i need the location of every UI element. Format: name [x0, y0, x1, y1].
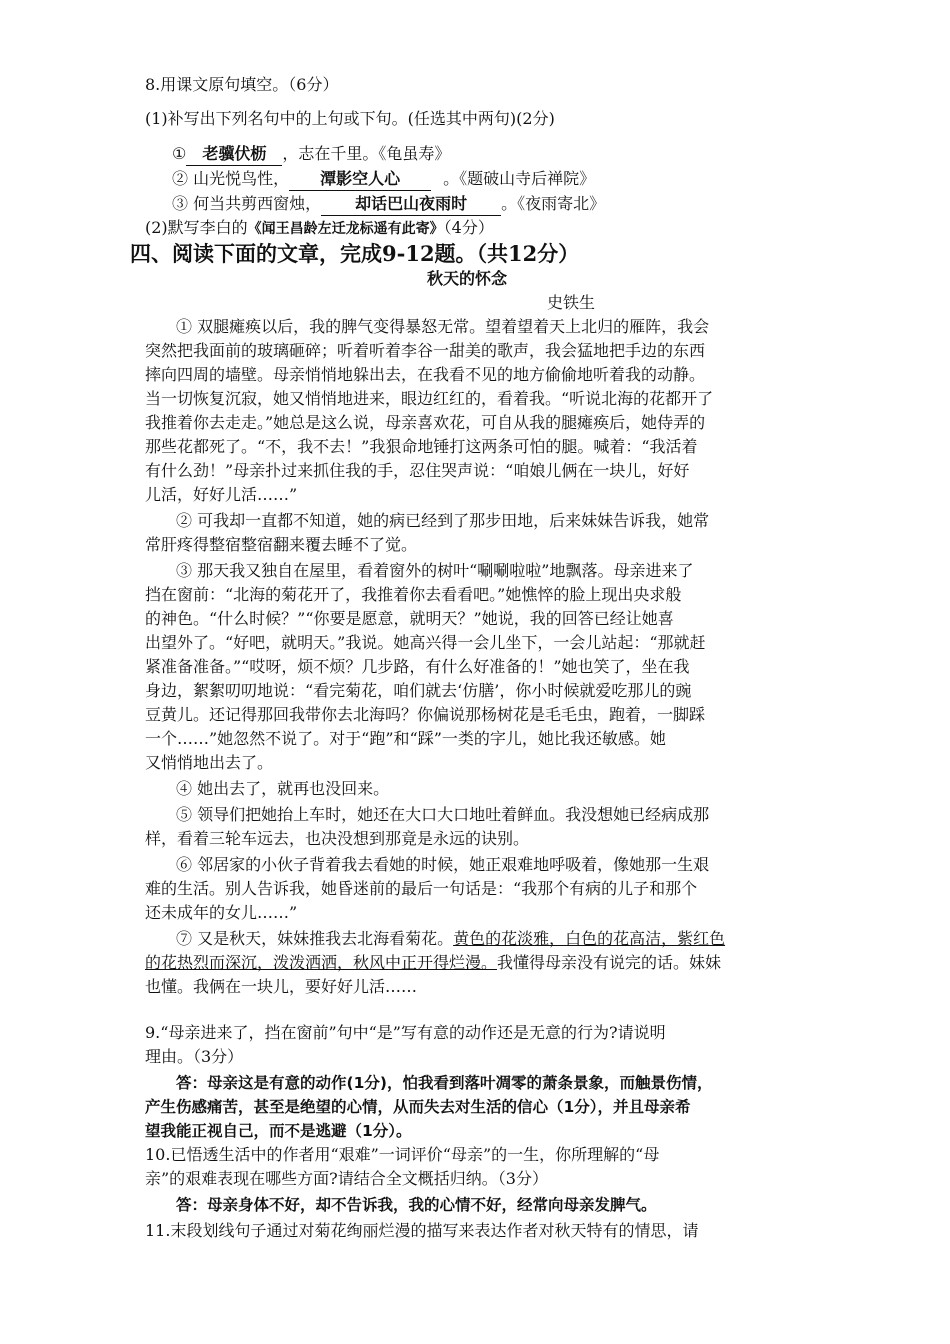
passage-line: ④ 她出去了，就再也没回来。 [176, 779, 390, 798]
q8-sub1: (1)补写出下列名句中的上句或下句。(任选其中两句)(2分) [145, 109, 555, 128]
article-author: 史铁生 [547, 293, 596, 312]
q8-item2-pre: ② 山光悦鸟性， [172, 169, 290, 188]
passage-line: 样，看着三轮车远去，也决没想到那竟是永远的诀别。 [145, 829, 530, 848]
q8-sub2-title: 《闻王昌龄左迁龙标遥有此寄》 [247, 221, 444, 237]
passage-line: ① 双腿瘫痪以后，我的脾气变得暴怒无常。望着望着天上北归的雁阵，我会 [176, 317, 710, 336]
passage-line: 身边，絮絮叨叨地说：“看完菊花，咱们就去‘仿膳’，你小时候就爱吃那儿的豌 [145, 681, 692, 700]
q8-item3-answer: 却话巴山夜雨时 [321, 193, 501, 216]
q10-answer: 答：母亲身体不好，却不告诉我，我的心情不好，经常向母亲发脾气。 [176, 1196, 657, 1214]
passage-line: 当一切恢复沉寂，她又悄悄地进来，眼边红红的，看着我。“听说北海的花都开了 [145, 389, 714, 408]
q8-item1 [172, 143, 450, 166]
passage-line: 有什么劲！”母亲扑过来抓住我的手，忍住哭声说：“咱娘儿俩在一块儿，好好 [145, 461, 690, 480]
passage-line: ⑤ 领导们把她抬上车时，她还在大口大口地吐着鲜血。我没想她已经病成那 [176, 805, 710, 824]
passage-line: 出望外了。“好吧，就明天。”我说。她高兴得一会儿坐下，一会儿站起：“那就赶 [145, 633, 706, 652]
q10-question: 10.已悟透生活中的作者用“艰难”一词评价“母亲”的一生，你所理解的“母 [145, 1145, 660, 1164]
passage-line [176, 928, 725, 950]
q9-question: 理由。（3分） [145, 1047, 244, 1066]
q11-question: 11.末段划线句子通过对菊花绚丽烂漫的描写来表达作者对秋天特有的情思，请 [145, 1221, 699, 1240]
q9-question: 9.“母亲进来了，挡在窗前”句中“是”写有意的动作还是无意的行为?请说明 [145, 1023, 666, 1042]
q8-item1-rest: ，志在千里。《龟虽寿》 [282, 144, 451, 163]
q8-item2-rest: 。《题破山寺后禅院》 [443, 169, 596, 188]
section4-heading: 四、阅读下面的文章，完成9-12题。（共12分） [130, 241, 580, 266]
passage-line: 豆黄儿。还记得那回我带你去北海吗？你偏说那杨树花是毛毛虫，跑着，一脚踩 [145, 705, 706, 724]
passage-line: ③ 那天我又独自在屋里，看着窗外的树叶“唰唰啦啦”地飘落。母亲进来了 [176, 561, 694, 580]
passage-line: 又悄悄地出去了。 [145, 753, 274, 772]
q8-item3-rest: 。《夜雨寄北》 [501, 194, 606, 213]
passage-line: 那些花都死了。“不，我不去！”我狠命地锤打这两条可怕的腿。喊着：“我活着 [145, 437, 698, 456]
passage-line: 我推着你去走走。”她总是这么说，母亲喜欢花，可自从我的腿瘫痪后，她侍弄的 [145, 413, 706, 432]
passage-line: 突然把我面前的玻璃砸碎；听着听着李谷一甜美的歌声，我会猛地把手边的东西 [145, 341, 706, 360]
passage-line: 常肝疼得整宿整宿翻来覆去睡不了觉。 [145, 535, 418, 554]
passage-line: 紧准备准备。”“哎呀，烦不烦？几步路，有什么好准备的！”她也笑了，坐在我 [145, 657, 690, 676]
passage-line: 儿活，好好儿活……” [145, 485, 298, 504]
q8-item2 [172, 168, 595, 191]
q8-item1-num: ① [172, 144, 187, 163]
passage-line [145, 952, 721, 974]
q9-answer: 答：母亲这是有意的动作(1分)，怕我看到落叶凋零的萧条景象，而触景伤情， [176, 1074, 713, 1092]
q8-header: 8.用课文原句填空。（6分） [145, 75, 339, 94]
passage-line: 摔向四周的墙壁。母亲悄悄地躲出去，在我看不见的地方偷偷地听着我的动静。 [145, 365, 706, 384]
q8-sub2-pre: (2)默写李白的 [145, 218, 248, 237]
underlined-sentence: 黄色的花淡雅，白色的花高洁，紫红色 [453, 929, 726, 948]
para7-rest: 我懂得母亲没有说完的话。妹妹 [497, 953, 722, 972]
q8-item3 [172, 193, 605, 216]
q8-item3-pre: ③ 何当共剪西窗烛， [172, 194, 322, 213]
passage-line: 还未成年的女儿……” [145, 903, 298, 922]
passage-line: 也懂。我俩在一块儿，要好好儿活…… [145, 977, 418, 996]
passage-line: 一个……”她忽然不说了。对于“跑”和“踩”一类的字儿，她比我还敏感。她 [145, 729, 666, 748]
passage-line: 的神色。“什么时候？”“你要是愿意，就明天？”她说，我的回答已经让她喜 [145, 609, 674, 628]
q8-item1-answer: 老骥伏枥 [186, 143, 282, 166]
para7-start: ⑦ 又是秋天，妹妹推我去北海看菊花。 [176, 929, 454, 948]
article-title: 秋天的怀念 [427, 269, 508, 288]
passage-line: 难的生活。别人告诉我，她昏迷前的最后一句话是：“我那个有病的儿子和那个 [145, 879, 698, 898]
underlined-sentence: 的花热烈而深沉，泼泼洒洒，秋风中正开得烂漫。 [145, 953, 498, 972]
passage-line: ⑥ 邻居家的小伙子背着我去看她的时候，她正艰难地呼吸着，像她那一生艰 [176, 855, 710, 874]
q8-item2-answer: 潭影空人心 [289, 168, 431, 191]
q8-sub2-post: （4分） [443, 218, 494, 237]
q10-question: 亲”的艰难表现在哪些方面?请结合全文概括归纳。（3分） [145, 1169, 548, 1188]
q9-answer: 望我能正视自己，而不是逃避（1分）。 [145, 1122, 412, 1140]
passage-line: 挡在窗前：“北海的菊花开了，我推着你去看看吧。”她憔悴的脸上现出央求般 [145, 585, 682, 604]
q8-sub2 [145, 217, 494, 240]
q9-answer: 产生伤感痛苦，甚至是绝望的心情，从而失去对生活的信心（1分），并且母亲希 [145, 1098, 691, 1116]
passage-line: ② 可我却一直都不知道，她的病已经到了那步田地，后来妹妹告诉我，她常 [176, 511, 710, 530]
